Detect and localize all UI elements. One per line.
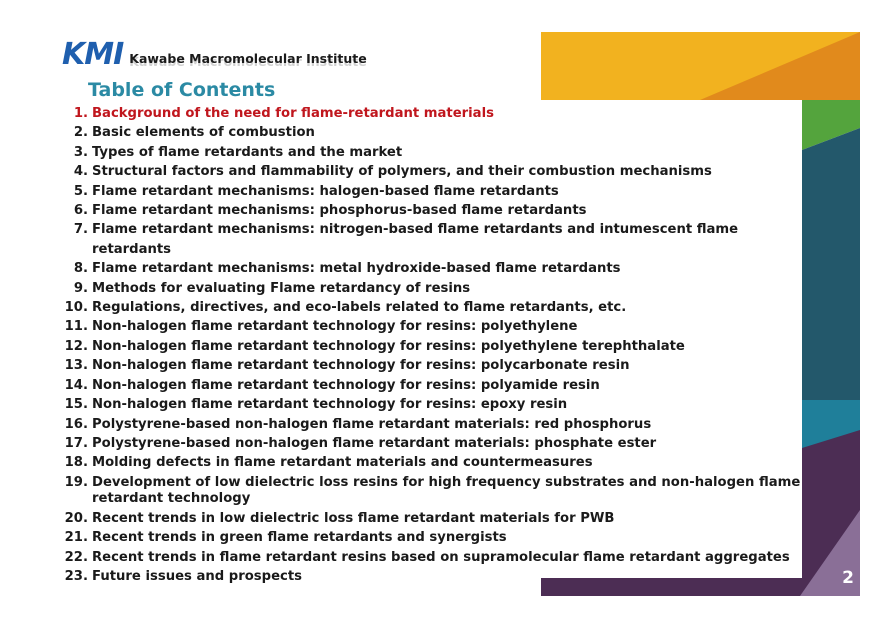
toc-item-number: 8. [73, 261, 88, 277]
toc-item-text: Types of flame retardants and the market [92, 144, 403, 160]
toc-item-text: Flame retardant mechanisms: halogen-based flame retardants [92, 183, 559, 199]
toc-item-number: 21. [64, 530, 88, 546]
toc-item [58, 259, 803, 278]
toc-item-text: Non-halogen flame retardant technology for resins: polyethylene [92, 319, 578, 335]
toc-item [58, 473, 803, 509]
toc-item-text: Structural factors and flammability of polymers, and their combustion mechanisms [92, 164, 712, 180]
toc-item-text: Flame retardant mechanisms: metal hydroxide-based flame retardants [92, 261, 621, 277]
toc-item-text: Molding defects in flame retardant materials and countermeasures [92, 455, 593, 471]
institute-name: Kawabe Macromolecular Institute [129, 51, 367, 66]
toc-item-number: 4. [73, 164, 88, 180]
toc-item-number: 17. [64, 435, 88, 451]
toc-item [58, 220, 803, 259]
toc-item-text: Non-halogen flame retardant technology for resins: polycarbonate resin [92, 358, 630, 374]
toc-item-text: Flame retardant mechanisms: phosphorus-based flame retardants [92, 203, 587, 219]
toc-item-text: Recent trends in low dielectric loss flame retardant materials for PWB [92, 510, 615, 526]
toc-item [58, 317, 803, 336]
toc-item-text: Recent trends in flame retardant resins based on supramolecular flame retardant aggregates [92, 549, 790, 565]
logo-mark: KMI [62, 37, 124, 72]
toc-item-text: Non-halogen flame retardant technology for resins: polyethylene terephthalate [92, 338, 685, 354]
toc-item-text: Flame retardant mechanisms: nitrogen-based flame retardants and intumescent flame retardants [92, 222, 739, 257]
toc-item-number: 9. [73, 280, 88, 296]
toc-item [58, 509, 803, 528]
toc-item-text: Polystyrene-based non-halogen flame retardant materials: red phosphorus [92, 416, 652, 432]
table-of-contents [58, 104, 803, 586]
toc-item [58, 548, 803, 567]
toc-item [58, 356, 803, 375]
toc-item [58, 376, 803, 395]
toc-item [58, 123, 803, 142]
toc-item-number: 2. [73, 125, 88, 141]
toc-item-number: 18. [64, 455, 88, 471]
toc-item-number: 20. [64, 510, 88, 526]
toc-item-number: 7. [73, 222, 88, 238]
toc-item-text: Regulations, directives, and eco-labels related to flame retardants, etc. [92, 300, 627, 316]
toc-item-text: Polystyrene-based non-halogen flame retardant materials: phosphate ester [92, 435, 657, 451]
toc-item [58, 201, 803, 220]
toc-item-number: 14. [64, 377, 88, 393]
toc-item [58, 415, 803, 434]
toc-item [58, 182, 803, 201]
toc-item-number: 19. [64, 474, 88, 490]
toc-item [58, 395, 803, 414]
toc-item-text: Future issues and prospects [92, 568, 302, 584]
toc-item [58, 337, 803, 356]
toc-item-number: 15. [64, 397, 88, 413]
toc-item [58, 279, 803, 298]
toc-item-number: 16. [64, 416, 88, 432]
toc-item [58, 434, 803, 453]
page-title: Table of Contents [88, 79, 276, 101]
toc-item-number: 6. [73, 203, 88, 219]
toc-item-number: 11. [64, 319, 88, 335]
toc-item-number: 5. [73, 183, 88, 199]
toc-item-text: Background of the need for flame-retardant materials [92, 106, 494, 121]
toc-item [58, 453, 803, 472]
toc-item [58, 567, 803, 586]
toc-item-text: Methods for evaluating Flame retardancy of resins [92, 280, 471, 296]
toc-item [58, 143, 803, 162]
toc-item-text: Non-halogen flame retardant technology for resins: polyamide resin [92, 377, 600, 393]
toc-item-number: 1. [73, 106, 88, 121]
toc-item-number: 22. [64, 549, 88, 565]
toc-item-number: 10. [64, 300, 88, 316]
toc-item [58, 104, 803, 123]
toc-item-number: 3. [73, 144, 88, 160]
toc-item [58, 162, 803, 181]
toc-item [58, 298, 803, 317]
toc-item-text: Recent trends in green flame retardants and synergists [92, 530, 507, 546]
toc-item-number: 12. [64, 338, 88, 354]
toc-item-number: 23. [64, 568, 88, 584]
toc-item-number: 13. [64, 358, 88, 374]
toc-item-text: Development of low dielectric loss resins for high frequency substrates and non-halogen flame retardant technology [92, 474, 801, 506]
page-number: 2 [842, 568, 854, 588]
toc-item-text: Non-halogen flame retardant technology for resins: epoxy resin [92, 397, 568, 413]
toc-item [58, 528, 803, 547]
band-teal-dark [802, 128, 860, 400]
toc-item-text: Basic elements of combustion [92, 125, 315, 141]
kmi-logo [62, 37, 367, 72]
